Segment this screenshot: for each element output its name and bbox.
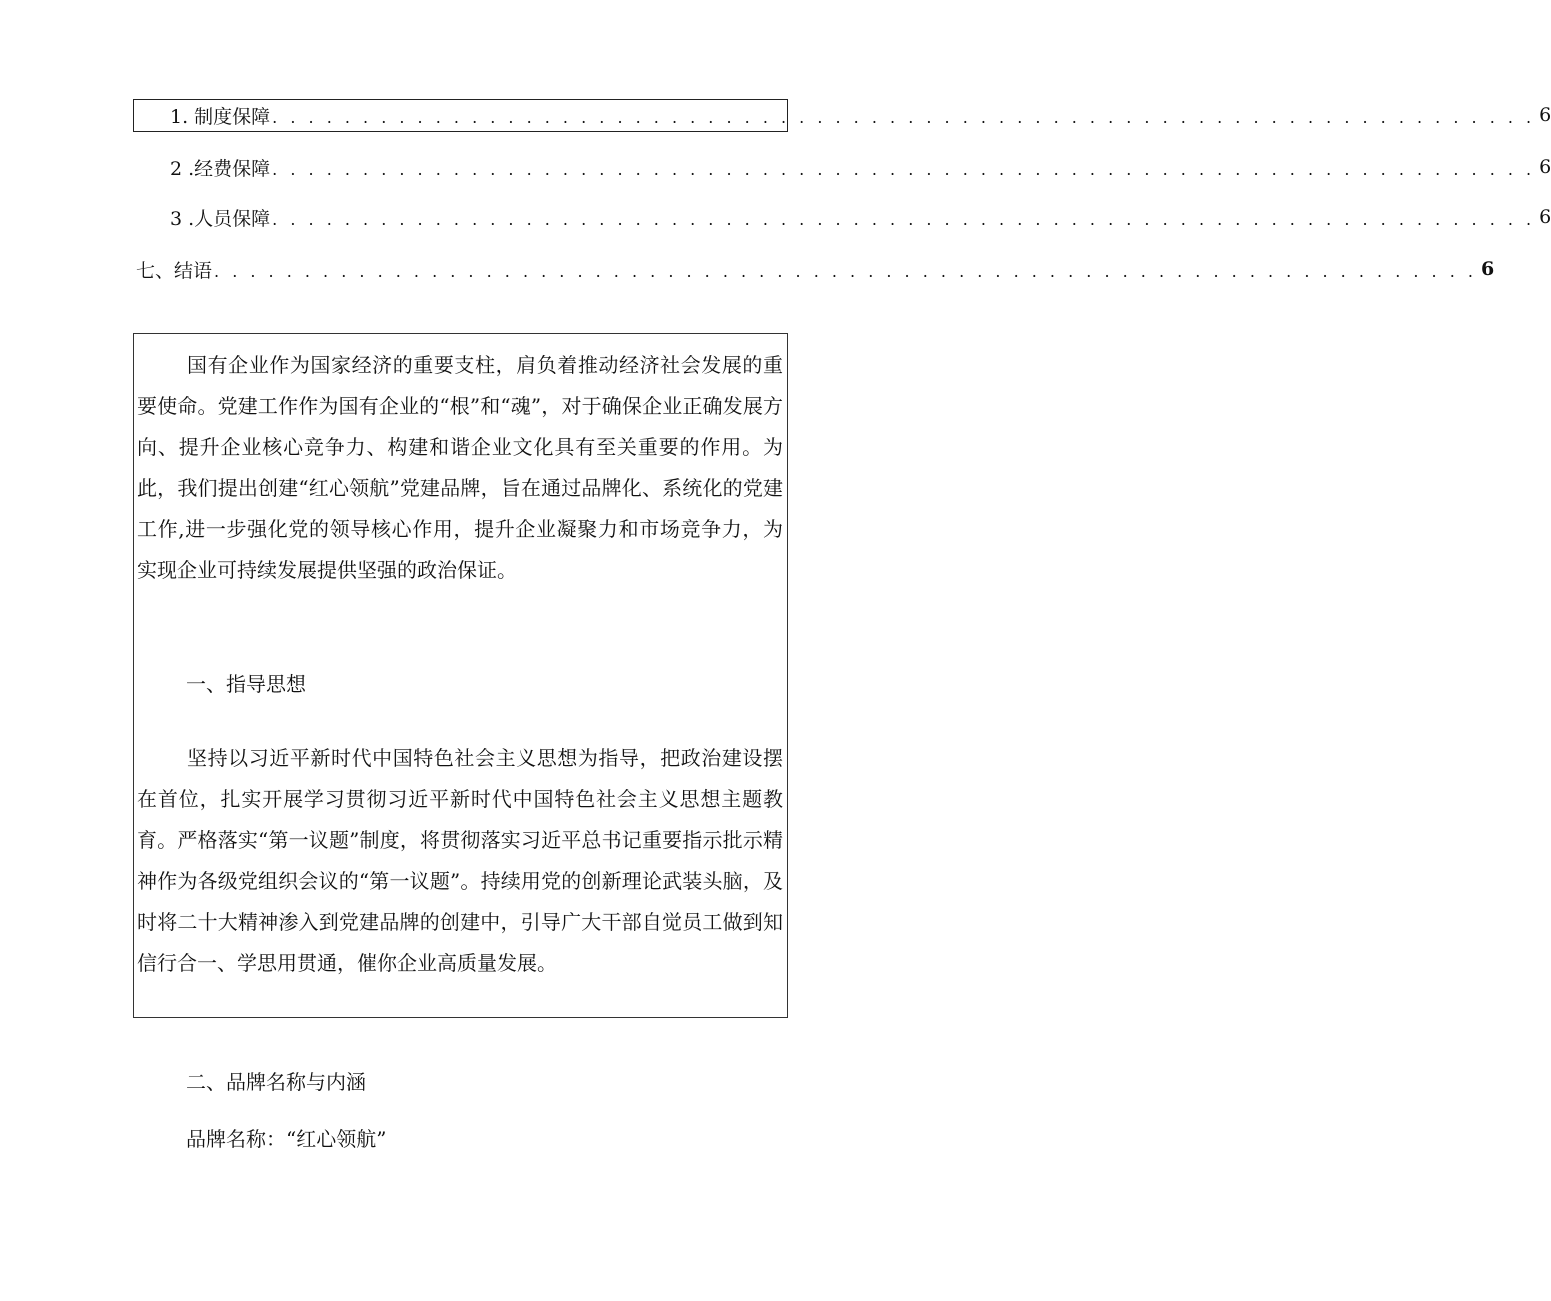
toc-leader-dots: . . . . . . . . . . . . . . . . . . . . . . . . . . . . . . . . . . . . . . . . . . . . . . . . . . . . . . . . . . . . . . . . . . . . . . <box>272 209 1536 229</box>
toc-page-number: 6 <box>1539 104 1551 126</box>
toc-leader-dots: . . . . . . . . . . . . . . . . . . . . . . . . . . . . . . . . . . . . . . . . . . . . . . . . . . . . . . . . . . . . . . . . . . . . . . <box>272 159 1536 179</box>
section-heading-brand-name: 二、品牌名称与内涵 <box>186 1070 366 1094</box>
toc-page-number: 6 <box>1539 156 1551 178</box>
toc-entry-funding[interactable] <box>170 151 1551 183</box>
toc-entry-institutional[interactable] <box>170 99 1551 131</box>
toc-entry-personnel[interactable] <box>170 201 1551 233</box>
section-heading-guiding-ideology: 一、指导思想 <box>186 672 306 696</box>
toc-entry-label: 3 .人员保障 <box>170 207 271 230</box>
toc-entry-label: 七、结语 <box>136 259 213 282</box>
toc-page-number: 6 <box>1539 206 1551 228</box>
brand-name-line: 品牌名称：“红心领航” <box>186 1127 387 1151</box>
toc-page-number: 6 <box>1480 258 1495 280</box>
toc-leader-dots: . . . . . . . . . . . . . . . . . . . . . . . . . . . . . . . . . . . . . . . . . . . . . . . . . . . . . . . . . . . . . . . . . . . . . . <box>214 261 1477 281</box>
guiding-ideology-paragraph: 坚持以习近平新时代中国特色社会主义思想为指导，把政治建设摆在首位，扎实开展学习贯彻习近平新时代中国特色社会主义思想主题教育。严格落实“第一议题”制度，将贯彻落实习近平总书记重要指示批示精神作为各级党组织会议的“第一议题”。持续用党的创新理论武装头脑，及时将二十大精神渗入到党建品牌的创建中，引导广大干部自觉员工做到知信行合一、学思用贯通，催你企业高质量发展。 <box>137 746 783 975</box>
toc-leader-dots: . . . . . . . . . . . . . . . . . . . . . . . . . . . . . . . . . . . . . . . . . . . . . . . . . . . . . . . . . . . . . . . . . . . . . . <box>272 107 1536 127</box>
toc-entry-label: 2 .经费保障 <box>170 157 271 180</box>
toc-entry-conclusion[interactable] <box>136 253 1495 285</box>
intro-paragraph: 国有企业作为国家经济的重要支柱，肩负着推动经济社会发展的重要使命。党建工作作为国有企业的“根”和“魂”，对于确保企业正确发展方向、提升企业核心竞争力、构建和谐企业文化具有至关重要的作用。为此，我们提出创建“红心领航”党建品牌，旨在通过品牌化、系统化的党建工作,进一步强化党的领导核心作用，提升企业凝聚力和市场竞争力，为实现企业可持续发展提供坚强的政治保证。 <box>137 353 783 582</box>
toc-entry-label: 1. 制度保障 <box>170 105 271 128</box>
